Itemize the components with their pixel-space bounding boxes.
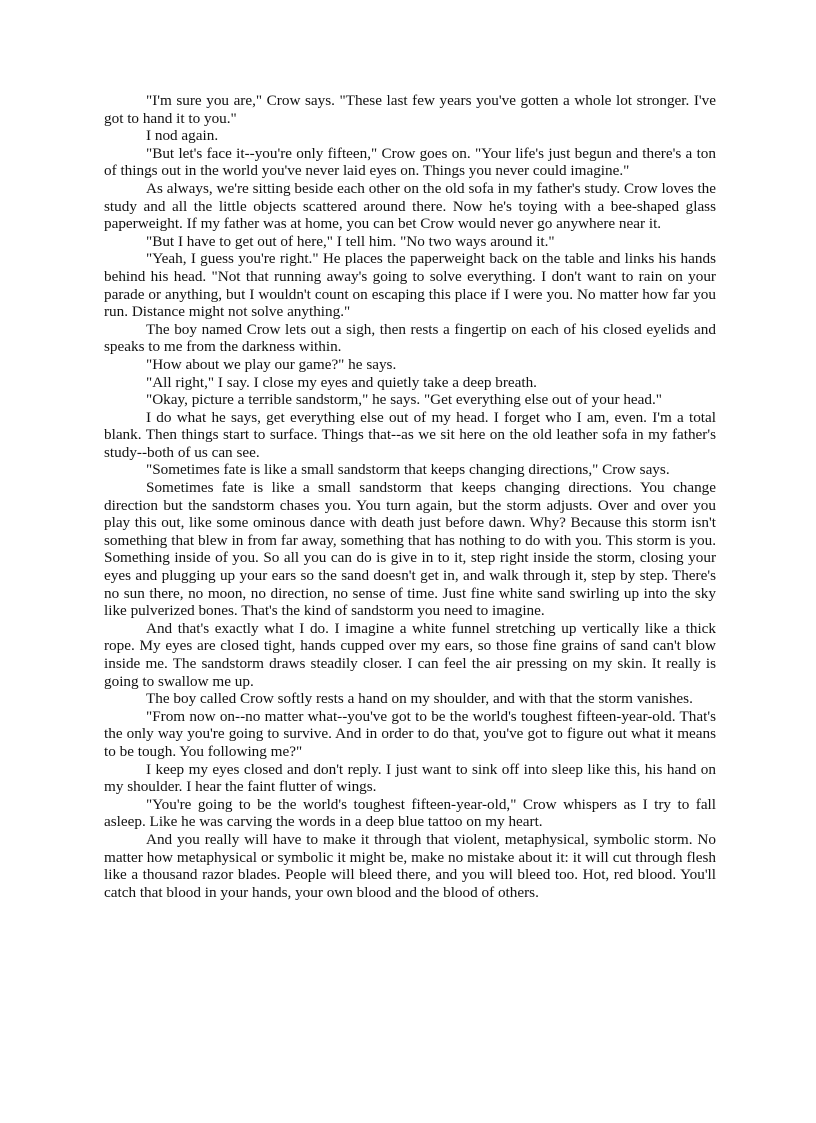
paragraph-15: The boy called Crow softly rests a hand on my shoulder, and with that the storm vanishes. [146, 690, 693, 708]
paragraph-4: As always, we're sitting beside each other on the old sofa in my father's study. Crow loves the study and all the little objects scattered around there. Now he's toying with a bee-shaped glass paperweight. If my father was at home, you can bet Crow would never go anywhere near it. [104, 179, 716, 233]
paragraph-13: Sometimes fate is like a small sandstorm that keeps changing directions. You change direction but the sandstorm chases you. You turn again, but the storm adjusts. Over and over you play this out, like some ominous dance with death just before dawn. Why? Because this storm isn't something that blew in from far away, something that has nothing to do with you. This storm is you. Something inside of you. So all you can do is give in to it, step right inside the storm, closing your eyes and plugging up your ears so the sand doesn't get in, and walk through it, step by step. There's no sun there, no moon, no direction, no sense of time. Just fine white sand swirling up into the sky like pulverized bones. That's the kind of sandstorm you need to imagine. [104, 479, 716, 620]
paragraph-19: And you really will have to make it through that violent, metaphysical, symbolic storm. No matter how metaphysical or symbolic it might be, make no mistake about it: it will cut through flesh like a thousand razor blades. People will bleed there, and you will bleed too. Hot, red blood. You'll catch that blood in your hands, your own blood and the blood of others. [104, 830, 716, 901]
paragraph-1: "I'm sure you are," Crow says. "These last few years you've gotten a whole lot stronger. I've got to hand it to you." [104, 92, 716, 127]
paragraph-14: And that's exactly what I do. I imagine a white funnel stretching up vertically like a thick rope. My eyes are closed tight, hands cupped over my ears, so those fine grains of sand can't blow inside me. The sandstorm draws steadily closer. I can feel the air pressing on my skin. It really is going to swallow me up. [104, 619, 716, 690]
paragraph-7: The boy named Crow lets out a sigh, then rests a fingertip on each of his closed eyelids and speaks to me from the darkness within. [104, 320, 716, 356]
paragraph-3: "But let's face it--you're only fifteen," Crow goes on. "Your life's just begun and there's a ton of things out in the world you've never laid eyes on. Things you never could imagine." [104, 144, 716, 180]
paragraph-16: "From now on--no matter what--you've got to be the world's toughest fifteen-year-old. That's the only way you're going to survive. And in order to do that, you've got to figure out what it means to be tough. You following me?" [104, 707, 716, 760]
document-page [104, 92, 716, 901]
paragraph-17: I keep my eyes closed and don't reply. I just want to sink off into sleep like this, his hand on my shoulder. I hear the faint flutter of wings. [104, 760, 716, 796]
paragraph-6: "Yeah, I guess you're right." He places the paperweight back on the table and links his hands behind his head. "Not that running away's going to solve everything. I don't want to rain on your parade or anything, but I wouldn't count on escaping this place if I were you. No matter how far you run. Distance might not solve anything." [104, 250, 716, 321]
paragraph-8: "How about we play our game?" he says. [146, 355, 397, 373]
paragraph-2: I nod again. [146, 127, 219, 145]
paragraph-12: "Sometimes fate is like a small sandstorm that keeps changing directions," Crow says. [146, 461, 670, 479]
paragraph-9: "All right," I say. I close my eyes and quietly take a deep breath. [146, 373, 537, 391]
paragraph-11: I do what he says, get everything else out of my head. I forget who I am, even. I'm a total blank. Then things start to surface. Things that--as we sit here on the old leather sofa in my father's study--both of us can see. [104, 408, 716, 461]
paragraph-18: "You're going to be the world's toughest fifteen-year-old," Crow whispers as I try to fall asleep. Like he was carving the words in a deep blue tattoo on my heart. [104, 795, 716, 831]
paragraph-5: "But I have to get out of here," I tell him. "No two ways around it." [146, 232, 555, 250]
paragraph-10: "Okay, picture a terrible sandstorm," he says. "Get everything else out of your head." [146, 391, 662, 409]
